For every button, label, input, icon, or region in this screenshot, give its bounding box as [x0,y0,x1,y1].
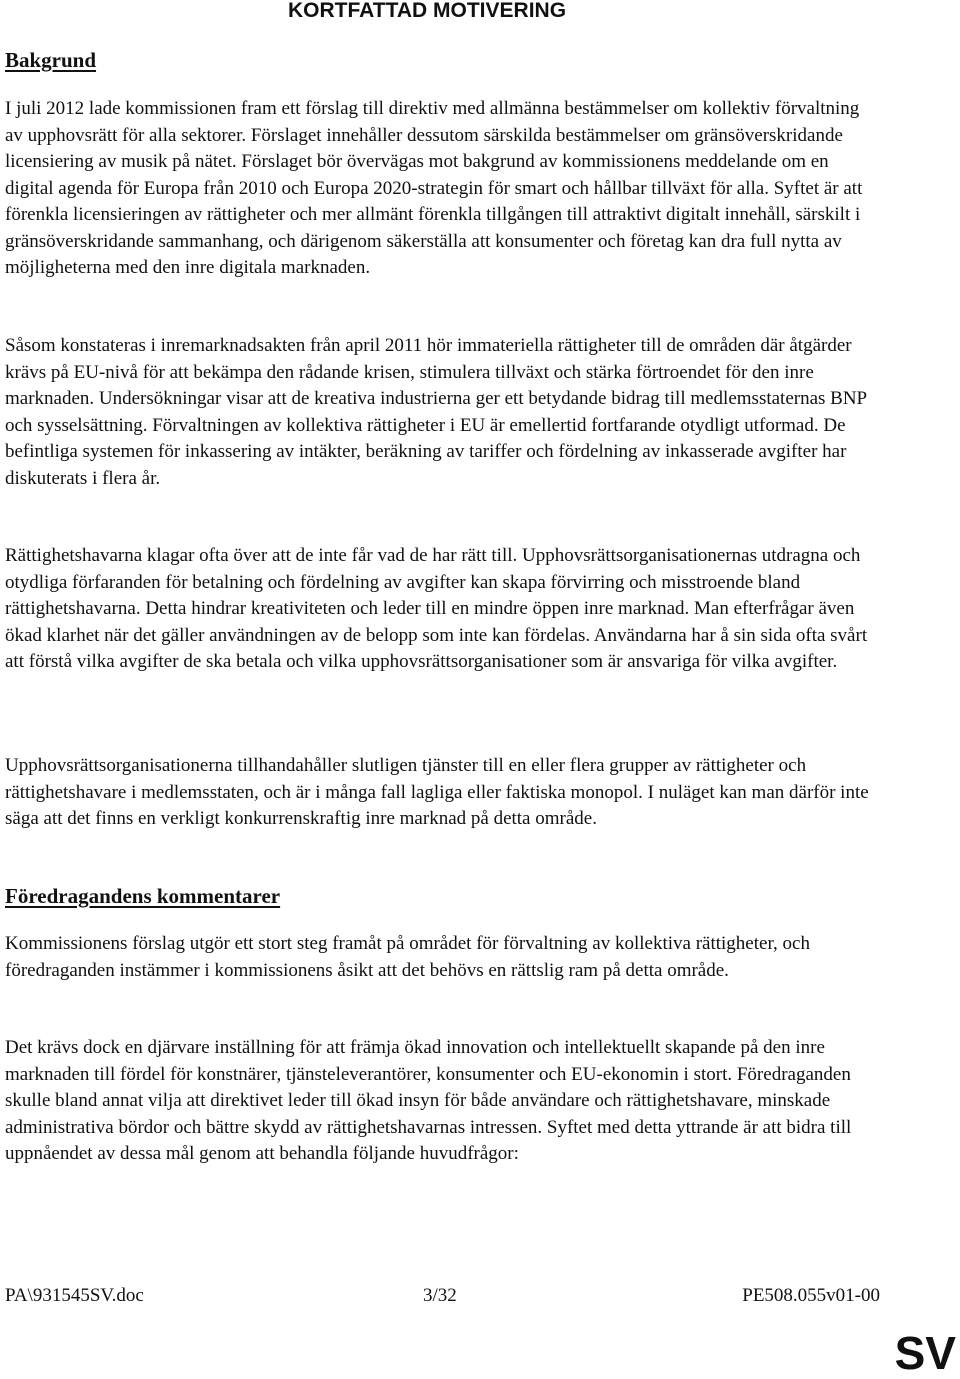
section-heading-bakgrund: Bakgrund [5,48,97,72]
language-code: SV [894,1327,956,1379]
paragraph: Rättighetshavarna klagar ofta över att de inte får vad de har rätt till. Upphovsrättsorganisationernas utdragna och otydliga förfaranden för betalning och fördelning av avgifter kan skapa förvirring och misstroende bland rättighetshavarna. Detta hindrar kreativiteten och leder till en mindre öppen inre marknad. Man efterfrågar även ökad klarhet när det gäller användningen av de belopp som inte kan fördelas. Användarna har å sin sida ofta svårt att förstå vilka avgifter de ska betala och vilka upphovsrättsorganisationer som är ansvariga för vilka avgifter. [5,545,868,672]
footer-page-number: 3/32 [423,1285,457,1306]
paragraph: Såsom konstateras i inremarknadsakten från april 2011 hör immateriella rättigheter till de områden där åtgärder krävs på EU-nivå för att bekämpa den rådande krisen, stimulera tillväxt och stärka förtroendet för den inre marknaden. Undersökningar visar att de kreativa industrierna ger ett betydande bidrag till medlemsstaternas BNP och sysselsättning. Förvaltningen av kollektiva rättigheter i EU är emellertid fortfarande otydligt utformad. De befintliga systemen för inkassering av intäkter, beräkning av tariffer och fördelning av inkasserade avgifter har diskuterats i flera år. [5,335,867,489]
footer-file-reference: PA\931545SV.doc [5,1285,144,1306]
page-heading: KORTFATTAD MOTIVERING [288,0,567,22]
paragraph: Det krävs dock en djärvare inställning för att främja ökad innovation och intellektuellt skapande på den inre marknaden till fördel för konstnärer, tjänsteleverantörer, konsumenter och EU-ekonomin i stort. Föredraganden skulle bland annat vilja att direktivet leder till ökad insyn för både användare och rättighetshavare, minskade administrativa bördor och bättre skydd av rättighetshavarnas intressen. Syftet med detta yttrande är att bidra till uppnåendet av dessa mål genom att behandla följande huvudfrågor: [5,1037,852,1164]
footer-document-number: PE508.055v01-00 [742,1285,880,1306]
paragraph: I juli 2012 lade kommissionen fram ett förslag till direktiv med allmänna bestämmelser om kollektiv förvaltning av upphovsrätt för alla sektorer. Förslaget innehåller dessutom särskilda bestämmelser om gränsöverskridande licensiering av musik på nätet. Förslaget bör övervägas mot bakgrund av kommissionens meddelande om en digital agenda för Europa från 2010 och Europa 2020-strategin för smart och hållbar tillväxt för alla. Syftet är att förenkla licensieringen av rättigheter och mer allmänt förenkla tillgången till attraktivt digitalt innehåll, särskilt i gränsöverskridande sammanhang, och därigenom säkerställa att konsumenter och företag kan dra full nytta av möjligheterna med den inre digitala marknaden. [5,98,863,278]
paragraph: Upphovsrättsorganisationerna tillhandahåller slutligen tjänster till en eller flera grupper av rättigheter och rättighetshavare i medlemsstaten, och är i många fall lagliga eller faktiska monopol. I nuläget kan man därför inte säga att det finns en verkligt konkurrenskraftig inre marknad på detta område. [5,755,869,829]
paragraph: Kommissionens förslag utgör ett stort steg framåt på området för förvaltning av kollektiva rättigheter, och föredraganden instämmer i kommissionens åsikt att det behövs en rättslig ram på detta område. [5,933,810,981]
section-heading-foredragandens-kommentarer: Föredragandens kommentarer [5,884,281,908]
